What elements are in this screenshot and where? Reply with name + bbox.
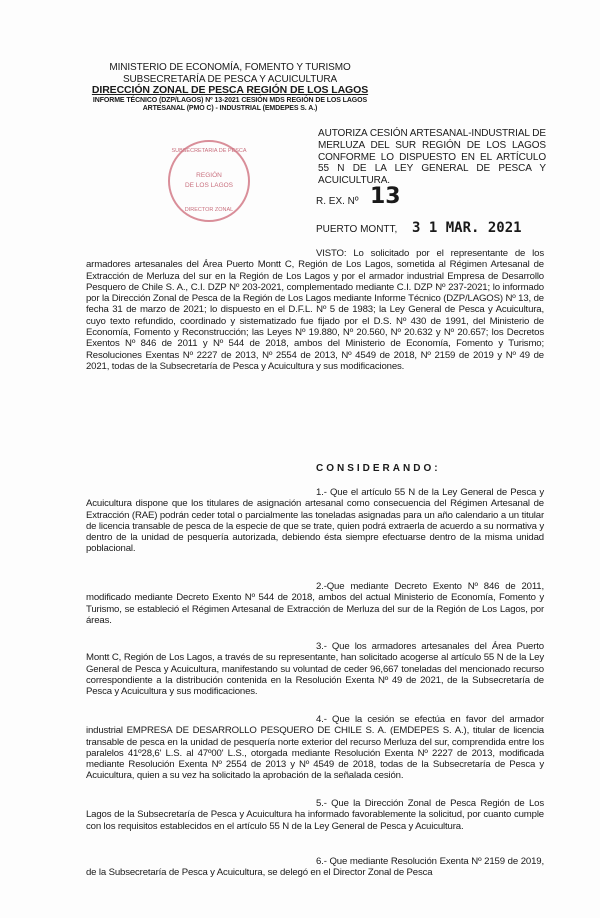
place-date-block: [316, 220, 522, 236]
subsecretary-name: SUBSECRETARÍA DE PESCA Y ACUICULTURA: [122, 73, 338, 85]
official-stamp: [168, 140, 250, 222]
considerando-2: 2.-Que mediante Decreto Exento Nº 846 de 2011, modificado mediante Decreto Exento Nº 544 de 2018, ambos del actual Ministerio de Economía, Fomento y Turismo, se estableció el Régimen Artesanal de Extracción de Merluza del sur de la Región de Los Lagos, por áreas.: [86, 581, 544, 626]
place: PUERTO MONTT,: [316, 224, 398, 235]
resolution-number: 13: [370, 184, 401, 209]
considerando-4: 4.- Que la cesión se efectúa en favor del armador industrial EMPRESA DE DESARROLLO PESQUERO DE CHILE S. A. (EMDEPES S. A.), titular de licencia transable de pesca en la unidad de pesquería norte exterior del recurso Merluza del sur, comprendida entre los paralelos 41º28,6' L.S. al 47º00' L.S., otorgada mediante Resolución Exenta Nº 2227 de 2013, modificada mediante Resolución Exenta Nº 2554 de 2013 y Nº 4549 de 2018, todas de la Subsecretaría de Pesca y Acuicultura, quien a su vez ha solicitado la aprobación de la señalada cesión.: [86, 714, 544, 782]
letterhead: [70, 62, 390, 113]
resolution-number-block: [316, 184, 401, 209]
directorate-name: DIRECCIÓN ZONAL DE PESCA REGIÓN DE LOS LAGOS: [91, 84, 369, 96]
considerando-1: 1.- Que el artículo 55 N de la Ley General de Pesca y Acuicultura dispone que los titulares de asignación artesanal como consecuencia del Régimen Artesanal de Extracción (RAE) podrán ceder total o parcialmente las toneladas asignadas para un año calendario a un titular de licencia transable de pesca de la especie de que se trate, quien podrá extraerla de acuerdo a su normativa y dentro de la unidad de pesquería autorizada, debiendo ésta siempre efectuarse dentro de la misma unidad poblacional.: [86, 487, 545, 555]
report-reference: INFORME TÉCNICO (DZP/LAGOS) Nº 13-2021 CESIÓN MDS REGIÓN DE LOS LAGOS: [92, 96, 368, 104]
stamp-ring-top: SUBSECRETARIA DE PESCA: [171, 148, 247, 154]
report-reference-2: ARTESANAL (PMO C) - INDUSTRIAL (EMDEPES S. A.): [142, 104, 318, 112]
resolution-summary: AUTORIZA CESIÓN ARTESANAL-INDUSTRIAL DE MERLUZA DEL SUR REGIÓN DE LOS LAGOS CONFORME LO DISPUESTO EN EL ARTÍCULO 55 N DE LA LEY GENERAL DE PESCA Y ACUICULTURA.: [318, 128, 546, 187]
considerando-6: 6.- Que mediante Resolución Exenta Nº 2159 de 2019, de la Subsecretaría de Pesca y Acuicultura, se delegó en el Director Zonal de Pesca: [86, 856, 544, 879]
considerando-5: 5.- Que la Dirección Zonal de Pesca Región de Los Lagos de la Subsecretaría de Pesca y Acuicultura ha informado favorablemente la solicitud, por cuanto cumple con los requisitos establecidos en el artículo 55 N de la Ley General de Pesca y Acuicultura.: [86, 798, 544, 832]
stamp-center-2: DE LOS LAGOS: [184, 182, 234, 189]
stamp-center-1: REGIÓN: [196, 172, 222, 179]
visto-paragraph: VISTO: Lo solicitado por el representante de los armadores artesanales del Área Puerto Montt C, Región de Los Lagos, sometida al Régimen Artesanal de Extracción de Merluza del sur en la Región de Los Lagos y por el armador industrial Empresa de Desarrollo Pesquero de Chile S. A., C.I. DZP Nº 203-2021, complementado mediante C.I. DZP Nº 237-2021; lo informado por la Dirección Zonal de Pesca de la Región de Los Lagos mediante Informe Técnico (DZP/LAGOS) Nº 13, de fecha 31 de marzo de 2021; lo dispuesto en el D.F.L. Nº 5 de 1983; la Ley General de Pesca y Acuicultura, cuyo texto refundido, coordinado y sistematizado fue fijado por el D.S. Nº 430 de 1991, del Ministerio de Economía, Fomento y Reconstrucción; las Leyes Nº 19.880, Nº 20.560, Nº 20.632 y Nº 20.657; los Decretos Exentos Nº 846 de 2011 y Nº 544 de 2018, ambos del Ministerio de Economía, Fomento y Turismo; Resoluciones Exentas Nº 2227 de 2013, Nº 2554 de 2013, Nº 4549 de 2018, Nº 2159 de 2019 y Nº 49 de 2021, todas de la Subsecretaría de Pesca y Acuicultura y sus modificaciones.: [86, 248, 544, 372]
stamp-ring-bottom: DIRECTOR ZONAL: [184, 207, 234, 213]
ministry-name: MINISTERIO DE ECONOMÍA, FOMENTO Y TURISMO: [109, 62, 351, 73]
considerando-3: 3.- Que los armadores artesanales del Área Puerto Montt C, Región de Los Lagos, a través de su representante, han solicitado acogerse al artículo 55 N de la Ley General de Pesca y Acuicultura, manifestando su voluntad de ceder 96,667 toneladas del mencionado recurso correspondiente a la distribución contenida en la Resolución Exenta Nº 49 de 2021, de la Subsecretaría de Pesca y Acuicultura y sus modificaciones.: [86, 641, 544, 698]
date-stamp: 3 1 MAR. 2021: [412, 220, 522, 236]
considerando-heading: CONSIDERANDO:: [316, 463, 441, 474]
resolution-label: R. EX. Nº: [316, 196, 359, 207]
